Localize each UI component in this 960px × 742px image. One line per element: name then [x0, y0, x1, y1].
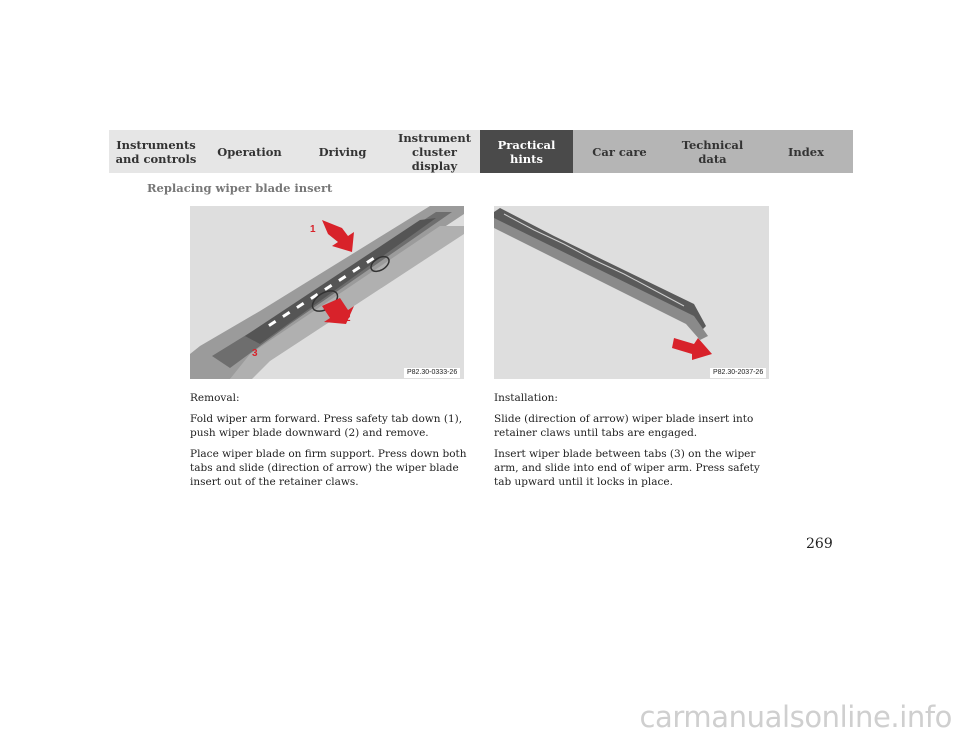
- arrow-press-down-icon: [322, 220, 354, 252]
- chapter-nav: [109, 130, 853, 173]
- tab-instruments-and-controls[interactable]: [109, 130, 203, 173]
- tab-label: Instruments and controls: [115, 137, 197, 166]
- removal-text: [190, 391, 468, 496]
- tab-label: Instrument cluster display: [397, 130, 472, 173]
- tab-instrument-cluster-display[interactable]: [389, 130, 480, 173]
- removal-step-1: Fold wiper arm forward. Press safety tab down (1), push wiper blade downward (2) and remove.: [190, 413, 463, 439]
- installation-illustration: [494, 206, 769, 379]
- tab-label: Car care: [592, 144, 647, 159]
- figure-code: P82.30-2037-26: [710, 368, 766, 378]
- blade-insert: [494, 218, 708, 340]
- tab-operation[interactable]: [203, 130, 296, 173]
- tab-label: Operation: [217, 144, 282, 159]
- tab-driving[interactable]: [296, 130, 389, 173]
- tab-car-care[interactable]: [573, 130, 666, 173]
- tab-practical-hints[interactable]: [480, 130, 573, 173]
- tab-label: Practical hints: [497, 137, 556, 166]
- bottom-watermark: carmanualsonline.info: [639, 700, 952, 734]
- callout-2: 2: [345, 313, 351, 324]
- callout-1: 1: [310, 224, 316, 235]
- installation-text: [494, 391, 772, 496]
- page-number: 269: [806, 536, 833, 552]
- wiper-removal-drawing: [190, 206, 464, 379]
- callout-3: 3: [252, 348, 258, 359]
- tab-index[interactable]: [759, 130, 853, 173]
- wiper-installation-drawing: [494, 206, 769, 379]
- tab-label: Technical data: [681, 137, 744, 166]
- figure-code: P82.30-0333-26: [404, 368, 460, 378]
- installation-heading: Installation:: [494, 392, 558, 404]
- section-title: Replacing wiper blade insert: [147, 181, 333, 195]
- tab-technical-data[interactable]: [666, 130, 759, 173]
- removal-step-2: Place wiper blade on firm support. Press down both tabs and slide (direction of arrow) the wiper blade insert out of the retainer claws.: [190, 448, 467, 488]
- removal-heading: Removal:: [190, 392, 240, 404]
- installation-step-2: Insert wiper blade between tabs (3) on the wiper arm, and slide into end of wiper arm. Press safety tab upward until it locks in place.: [494, 448, 760, 488]
- arrow-slide-icon: [672, 338, 712, 360]
- removal-illustration: [190, 206, 464, 379]
- tab-label: Driving: [318, 144, 367, 159]
- installation-step-1: Slide (direction of arrow) wiper blade insert into retainer claws until tabs are engaged.: [494, 413, 754, 439]
- tab-label: Index: [788, 144, 824, 159]
